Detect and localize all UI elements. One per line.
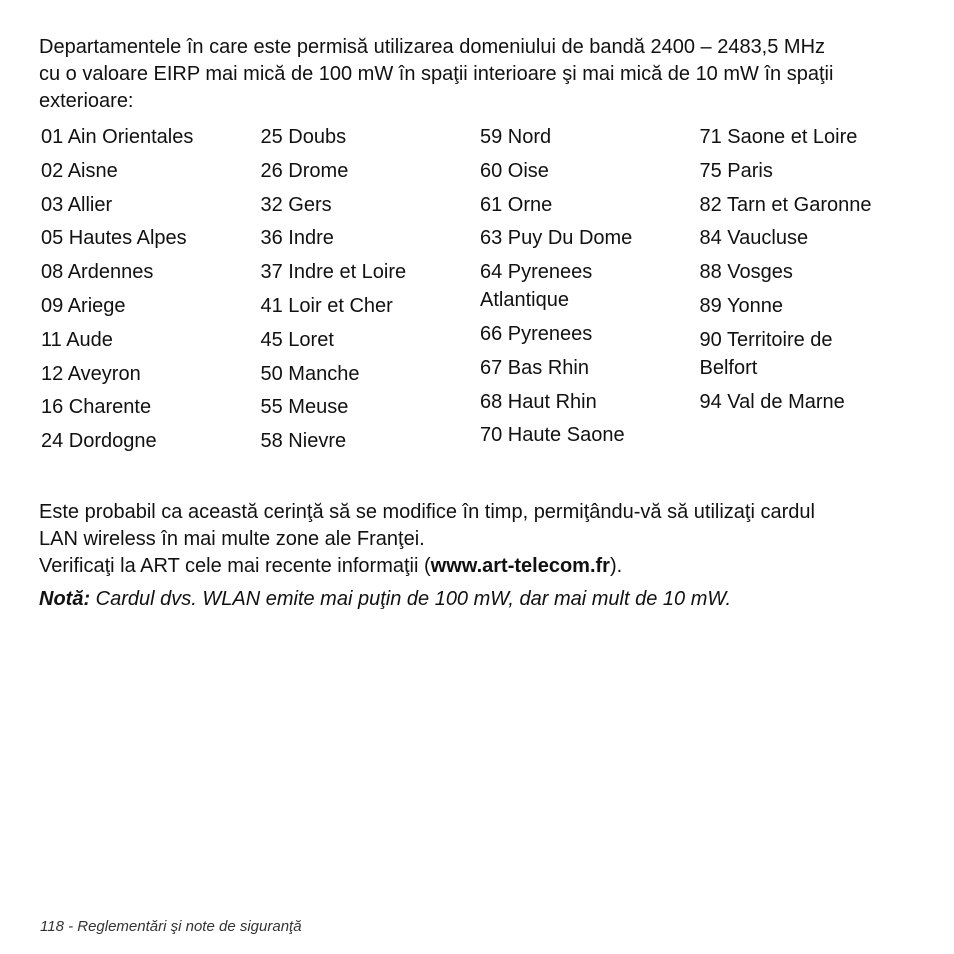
department-item: 84 Vaucluse bbox=[699, 227, 809, 250]
department-item: 09 Ariege bbox=[41, 294, 126, 317]
departments-column-3 bbox=[480, 123, 700, 461]
intro-line-2: cu o valoare EIRP mai mică de 100 mW în spaţii interioare şi mai mică de 10 mW în spaţii bbox=[39, 63, 834, 85]
department-item: 88 Vosges bbox=[699, 261, 793, 284]
art-check-text: Verificaţi la ART cele mai recente informaţii ( bbox=[39, 554, 431, 577]
intro-line-1: Departamentele în care este permisă utilizarea domeniului de bandă 2400 – 2483,5 MHz bbox=[39, 36, 826, 58]
note-label: Notă: bbox=[39, 587, 91, 610]
departments-column-2 bbox=[261, 123, 481, 461]
department-item: 66 Pyrenees bbox=[480, 322, 593, 345]
wlan-note bbox=[39, 586, 919, 613]
department-item: 94 Val de Marne bbox=[699, 390, 845, 413]
department-item: 32 Gers bbox=[260, 193, 332, 216]
department-item-multiline bbox=[700, 326, 920, 382]
page-content bbox=[39, 34, 919, 613]
department-item: 58 Nievre bbox=[260, 430, 347, 453]
department-item-multiline bbox=[480, 258, 700, 314]
department-item: 11 Aude bbox=[41, 328, 113, 351]
art-website-link[interactable]: www.art-telecom.fr bbox=[430, 554, 610, 577]
department-item: 25 Doubs bbox=[260, 126, 347, 148]
department-item: 16 Charente bbox=[41, 396, 152, 419]
department-item: 41 Loir et Cher bbox=[260, 294, 393, 317]
department-line: 64 Pyrenees bbox=[480, 261, 593, 284]
department-item: 75 Paris bbox=[699, 159, 773, 182]
department-item: 68 Haut Rhin bbox=[480, 390, 597, 413]
department-item: 50 Manche bbox=[260, 362, 360, 385]
department-item: 59 Nord bbox=[480, 126, 552, 148]
department-item: 71 Saone et Loire bbox=[699, 126, 858, 148]
department-item: 45 Loret bbox=[260, 328, 334, 351]
department-item: 82 Tarn et Garonne bbox=[699, 193, 872, 216]
departments-column-1 bbox=[41, 123, 261, 461]
department-item: 36 Indre bbox=[260, 227, 334, 250]
department-item: 37 Indre et Loire bbox=[260, 261, 407, 284]
department-item: 12 Aveyron bbox=[41, 362, 141, 385]
department-item: 01 Ain Orientales bbox=[41, 126, 194, 148]
department-line: Atlantique bbox=[480, 289, 569, 312]
change-notice-line-2: LAN wireless în mai multe zone ale Franţei. bbox=[39, 527, 425, 550]
change-notice-paragraph bbox=[39, 499, 919, 580]
intro-paragraph bbox=[39, 34, 919, 115]
department-item: 26 Drome bbox=[260, 159, 349, 182]
art-check-text-end: ). bbox=[609, 554, 623, 577]
department-line: 90 Territoire de bbox=[699, 328, 833, 351]
note-text: Cardul dvs. WLAN emite mai puţin de 100 mW, dar mai mult de 10 mW. bbox=[90, 587, 732, 610]
departments-list bbox=[41, 123, 919, 461]
department-item: 61 Orne bbox=[480, 193, 553, 216]
change-notice-line-1: Este probabil ca această cerinţă să se modifice în timp, permiţându-vă să utilizaţi cardul bbox=[39, 500, 815, 523]
department-item: 02 Aisne bbox=[41, 159, 118, 182]
department-item: 08 Ardennes bbox=[41, 261, 154, 284]
department-item: 55 Meuse bbox=[260, 396, 349, 419]
department-item: 05 Hautes Alpes bbox=[41, 227, 187, 250]
page-footer: 118 - Reglementări şi note de siguranţă bbox=[40, 918, 302, 935]
department-line: Belfort bbox=[699, 356, 758, 379]
department-item: 67 Bas Rhin bbox=[480, 356, 589, 379]
department-item: 89 Yonne bbox=[699, 294, 783, 317]
department-item: 70 Haute Saone bbox=[480, 424, 625, 447]
departments-column-4 bbox=[700, 123, 920, 461]
department-item: 63 Puy Du Dome bbox=[480, 227, 633, 250]
intro-line-3: exterioare: bbox=[39, 90, 134, 112]
department-item: 60 Oise bbox=[480, 159, 549, 182]
department-item: 03 Allier bbox=[41, 193, 113, 216]
department-item: 24 Dordogne bbox=[41, 430, 157, 453]
